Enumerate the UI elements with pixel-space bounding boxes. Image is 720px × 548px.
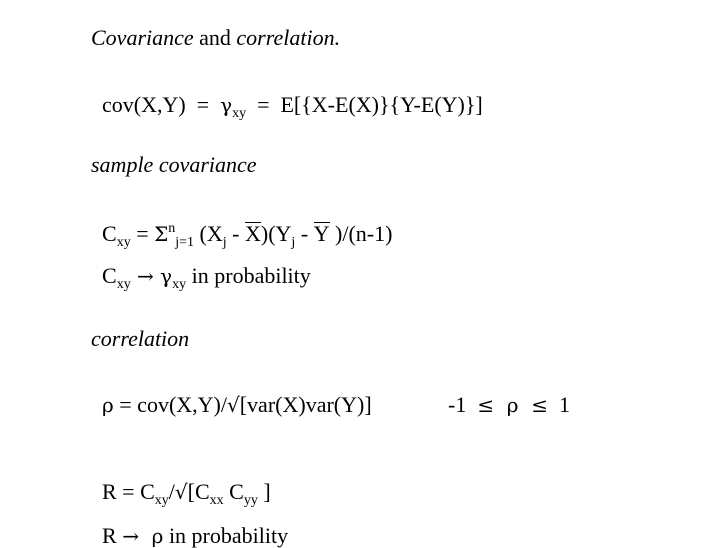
c-subscript: xy <box>116 235 131 250</box>
open-bracket-c: [C <box>187 479 210 504</box>
in-probability-text: in probability <box>186 263 311 288</box>
gamma-symbol: γ <box>160 264 173 288</box>
yj-subscript: j <box>291 235 296 250</box>
slash: / <box>168 479 175 504</box>
cxx-subscript: xx <box>209 493 224 508</box>
cxy-subscript: xy <box>154 493 169 508</box>
minus-1: - <box>226 221 245 246</box>
rho-definition <box>91 372 372 416</box>
sigma-symbol: Σ <box>154 222 169 246</box>
le-symbol-1: ≤ <box>477 393 495 417</box>
close-n-minus-1: )/(n-1) <box>329 221 393 246</box>
cov-left: cov(X,Y) = <box>102 92 221 117</box>
x-bar: X <box>244 221 261 246</box>
arrow-icon: → <box>122 524 139 548</box>
le-symbol-2: ≤ <box>531 393 549 417</box>
gamma-subscript: xy <box>172 277 187 292</box>
c-subscript: xy <box>116 277 131 292</box>
section-heading <box>91 27 340 49</box>
r-letter: R <box>102 523 123 548</box>
heading-correlation: correlation. <box>236 25 341 50</box>
in-probability-text: in probability <box>163 523 289 548</box>
heading-and: and <box>193 25 237 50</box>
equals: = <box>130 221 155 246</box>
y-bar: Y <box>313 221 330 246</box>
cov-right: = E[{X-E(X)}{Y-E(Y)}] <box>246 92 483 117</box>
gamma-symbol: γ <box>220 93 233 117</box>
rho-symbol: ρ <box>494 393 532 417</box>
rho-rest: [var(X)var(Y)] <box>239 392 372 417</box>
sample-covariance-convergence <box>91 243 311 292</box>
minus-2: - <box>295 221 314 246</box>
r-convergence <box>91 503 288 547</box>
sigma-subscript: j=1 <box>175 235 195 250</box>
close-bracket: ] <box>257 479 271 504</box>
heading-covariance: Covariance <box>91 25 194 50</box>
gamma-subscript: xy <box>232 106 247 121</box>
sqrt-symbol: √ <box>174 480 188 504</box>
bound-low: -1 <box>448 392 478 417</box>
rho-bounds <box>437 372 570 416</box>
arrow-icon: → <box>130 264 161 288</box>
c-letter: C <box>102 263 117 288</box>
r-equals-c: R = C <box>102 479 155 504</box>
covariance-definition <box>91 72 483 121</box>
c-letter: C <box>102 221 117 246</box>
xj-subscript: j <box>222 235 227 250</box>
sqrt-symbol: √ <box>226 393 240 417</box>
rho-symbol: ρ <box>102 393 114 417</box>
sigma-superscript: n <box>168 221 176 236</box>
rho-symbol: ρ <box>138 524 164 548</box>
sample-covariance-heading: sample covariance <box>91 152 257 177</box>
correlation-heading: correlation <box>91 326 190 351</box>
space-c: C <box>223 479 244 504</box>
mid-yj: )(Y <box>260 221 292 246</box>
bound-high: 1 <box>548 392 571 417</box>
r-definition <box>91 459 271 508</box>
sample-covariance-formula <box>91 201 393 250</box>
rho-body: = cov(X,Y)/ <box>113 392 227 417</box>
cyy-subscript: yy <box>243 493 258 508</box>
open-x: (X <box>194 221 223 246</box>
